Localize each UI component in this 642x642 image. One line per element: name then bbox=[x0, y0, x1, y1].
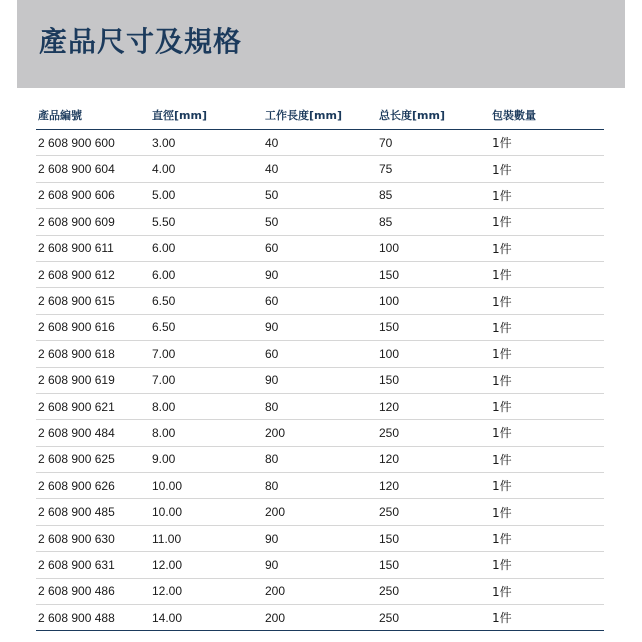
total-length-cell: 120 bbox=[377, 473, 490, 499]
total-length-cell: 85 bbox=[377, 182, 490, 208]
product-number-cell: 2 608 900 486 bbox=[36, 578, 150, 604]
diameter-cell: 10.00 bbox=[150, 499, 263, 525]
diameter-cell: 4.00 bbox=[150, 156, 263, 182]
table-row bbox=[36, 156, 604, 182]
product-number-cell: 2 608 900 612 bbox=[36, 261, 150, 287]
package-quantity-cell: 1件 bbox=[490, 156, 604, 182]
total-length-cell: 120 bbox=[377, 446, 490, 472]
working-length-cell: 80 bbox=[263, 473, 377, 499]
total-length-cell: 250 bbox=[377, 420, 490, 446]
table-row bbox=[36, 605, 604, 631]
total-length-cell: 100 bbox=[377, 341, 490, 367]
table-row bbox=[36, 288, 604, 314]
diameter-cell: 12.00 bbox=[150, 578, 263, 604]
product-number-cell: 2 608 900 609 bbox=[36, 209, 150, 235]
table-row bbox=[36, 235, 604, 261]
product-number-cell: 2 608 900 616 bbox=[36, 314, 150, 340]
table-row bbox=[36, 393, 604, 419]
product-number-cell: 2 608 900 484 bbox=[36, 420, 150, 446]
product-number-cell: 2 608 900 615 bbox=[36, 288, 150, 314]
package-quantity-cell: 1件 bbox=[490, 473, 604, 499]
product-number-cell: 2 608 900 630 bbox=[36, 525, 150, 551]
package-quantity-cell: 1件 bbox=[490, 499, 604, 525]
total-length-cell: 100 bbox=[377, 288, 490, 314]
product-number-cell: 2 608 900 606 bbox=[36, 182, 150, 208]
working-length-cell: 200 bbox=[263, 499, 377, 525]
product-number-cell: 2 608 900 604 bbox=[36, 156, 150, 182]
working-length-cell: 90 bbox=[263, 314, 377, 340]
diameter-cell: 9.00 bbox=[150, 446, 263, 472]
product-number-cell: 2 608 900 485 bbox=[36, 499, 150, 525]
total-length-cell: 75 bbox=[377, 156, 490, 182]
total-length-cell: 150 bbox=[377, 367, 490, 393]
diameter-cell: 6.00 bbox=[150, 261, 263, 287]
column-header-total-length: 总长度[mm] bbox=[377, 101, 490, 130]
table-row bbox=[36, 209, 604, 235]
diameter-cell: 8.00 bbox=[150, 420, 263, 446]
package-quantity-cell: 1件 bbox=[490, 446, 604, 472]
table-row bbox=[36, 473, 604, 499]
product-number-cell: 2 608 900 626 bbox=[36, 473, 150, 499]
page-title: 產品尺寸及規格 bbox=[39, 25, 243, 58]
total-length-cell: 150 bbox=[377, 525, 490, 551]
product-number-cell: 2 608 900 621 bbox=[36, 393, 150, 419]
total-length-cell: 85 bbox=[377, 209, 490, 235]
diameter-cell: 5.00 bbox=[150, 182, 263, 208]
package-quantity-cell: 1件 bbox=[490, 261, 604, 287]
working-length-cell: 80 bbox=[263, 393, 377, 419]
working-length-cell: 40 bbox=[263, 130, 377, 156]
table-row bbox=[36, 499, 604, 525]
package-quantity-cell: 1件 bbox=[490, 288, 604, 314]
package-quantity-cell: 1件 bbox=[490, 420, 604, 446]
product-number-cell: 2 608 900 488 bbox=[36, 605, 150, 631]
package-quantity-cell: 1件 bbox=[490, 314, 604, 340]
product-number-cell: 2 608 900 625 bbox=[36, 446, 150, 472]
diameter-cell: 5.50 bbox=[150, 209, 263, 235]
column-header-package-quantity: 包裝數量 bbox=[490, 101, 604, 130]
working-length-cell: 50 bbox=[263, 182, 377, 208]
diameter-cell: 8.00 bbox=[150, 393, 263, 419]
working-length-cell: 80 bbox=[263, 446, 377, 472]
product-number-cell: 2 608 900 631 bbox=[36, 552, 150, 578]
column-header-product-number: 產品編號 bbox=[36, 101, 150, 130]
working-length-cell: 200 bbox=[263, 605, 377, 631]
diameter-cell: 6.00 bbox=[150, 235, 263, 261]
diameter-cell: 7.00 bbox=[150, 341, 263, 367]
working-length-cell: 90 bbox=[263, 525, 377, 551]
package-quantity-cell: 1件 bbox=[490, 235, 604, 261]
diameter-cell: 14.00 bbox=[150, 605, 263, 631]
total-length-cell: 100 bbox=[377, 235, 490, 261]
table-row bbox=[36, 420, 604, 446]
total-length-cell: 250 bbox=[377, 605, 490, 631]
package-quantity-cell: 1件 bbox=[490, 130, 604, 156]
package-quantity-cell: 1件 bbox=[490, 525, 604, 551]
working-length-cell: 60 bbox=[263, 288, 377, 314]
product-number-cell: 2 608 900 600 bbox=[36, 130, 150, 156]
total-length-cell: 250 bbox=[377, 499, 490, 525]
working-length-cell: 90 bbox=[263, 261, 377, 287]
header-band bbox=[17, 0, 625, 88]
working-length-cell: 200 bbox=[263, 420, 377, 446]
header-row bbox=[36, 101, 604, 130]
diameter-cell: 6.50 bbox=[150, 288, 263, 314]
total-length-cell: 70 bbox=[377, 130, 490, 156]
diameter-cell: 6.50 bbox=[150, 314, 263, 340]
total-length-cell: 120 bbox=[377, 393, 490, 419]
diameter-cell: 3.00 bbox=[150, 130, 263, 156]
table-row bbox=[36, 130, 604, 156]
table-header bbox=[36, 101, 604, 130]
table-row bbox=[36, 578, 604, 604]
package-quantity-cell: 1件 bbox=[490, 393, 604, 419]
table-row bbox=[36, 446, 604, 472]
package-quantity-cell: 1件 bbox=[490, 367, 604, 393]
working-length-cell: 90 bbox=[263, 552, 377, 578]
table-row bbox=[36, 341, 604, 367]
working-length-cell: 60 bbox=[263, 235, 377, 261]
working-length-cell: 200 bbox=[263, 578, 377, 604]
product-number-cell: 2 608 900 619 bbox=[36, 367, 150, 393]
working-length-cell: 60 bbox=[263, 341, 377, 367]
total-length-cell: 150 bbox=[377, 261, 490, 287]
table-row bbox=[36, 314, 604, 340]
table-row bbox=[36, 525, 604, 551]
package-quantity-cell: 1件 bbox=[490, 578, 604, 604]
column-header-working-length: 工作長度[mm] bbox=[263, 101, 377, 130]
spec-table bbox=[36, 101, 604, 631]
total-length-cell: 150 bbox=[377, 552, 490, 578]
diameter-cell: 10.00 bbox=[150, 473, 263, 499]
working-length-cell: 90 bbox=[263, 367, 377, 393]
working-length-cell: 50 bbox=[263, 209, 377, 235]
working-length-cell: 40 bbox=[263, 156, 377, 182]
package-quantity-cell: 1件 bbox=[490, 605, 604, 631]
column-header-diameter: 直徑[mm] bbox=[150, 101, 263, 130]
package-quantity-cell: 1件 bbox=[490, 209, 604, 235]
total-length-cell: 150 bbox=[377, 314, 490, 340]
product-number-cell: 2 608 900 611 bbox=[36, 235, 150, 261]
table-body bbox=[36, 130, 604, 631]
table-row bbox=[36, 182, 604, 208]
package-quantity-cell: 1件 bbox=[490, 552, 604, 578]
package-quantity-cell: 1件 bbox=[490, 341, 604, 367]
table-row bbox=[36, 552, 604, 578]
diameter-cell: 11.00 bbox=[150, 525, 263, 551]
table-row bbox=[36, 367, 604, 393]
diameter-cell: 12.00 bbox=[150, 552, 263, 578]
diameter-cell: 7.00 bbox=[150, 367, 263, 393]
table-row bbox=[36, 261, 604, 287]
product-number-cell: 2 608 900 618 bbox=[36, 341, 150, 367]
package-quantity-cell: 1件 bbox=[490, 182, 604, 208]
total-length-cell: 250 bbox=[377, 578, 490, 604]
